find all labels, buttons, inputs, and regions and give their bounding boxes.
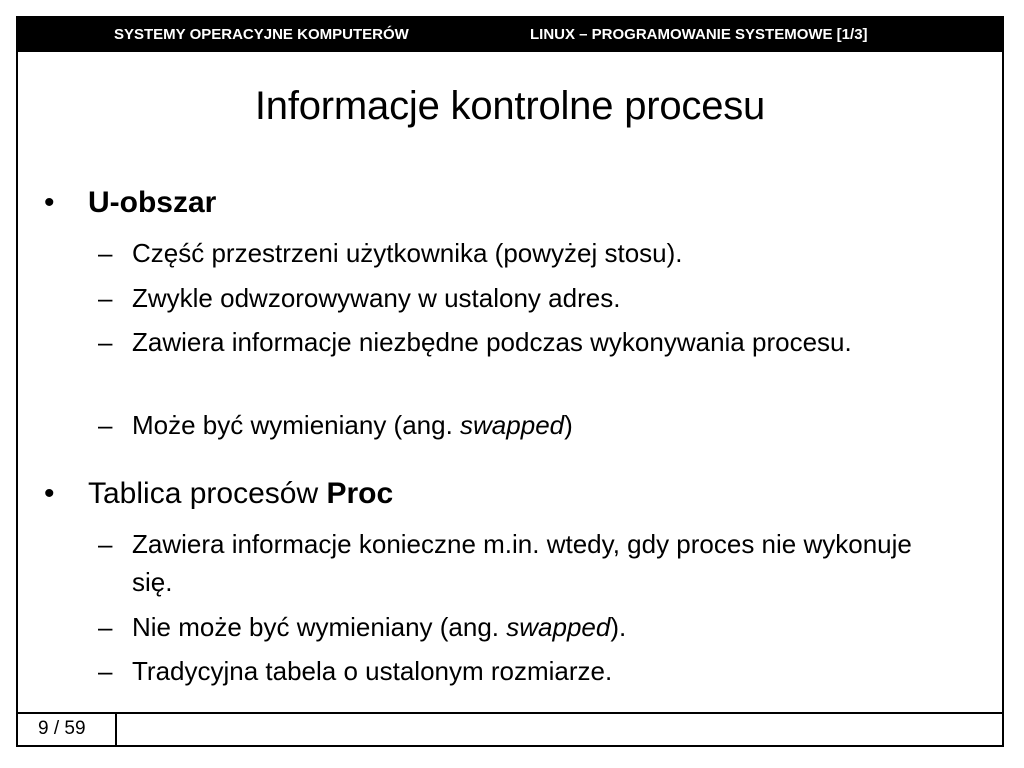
header-lecture-title: LINUX – PROGRAMOWANIE SYSTEMOWE [1/3] bbox=[530, 26, 868, 43]
list-item bbox=[98, 652, 912, 690]
page-number: 9 / 59 bbox=[38, 718, 86, 739]
list-item-text bbox=[132, 608, 912, 646]
list-item-text: Tradycyjna tabela o ustalonym rozmiarze. bbox=[132, 656, 613, 686]
dash-marker: – bbox=[98, 283, 113, 313]
dash-marker: – bbox=[98, 612, 113, 642]
slide-frame bbox=[16, 16, 1004, 747]
footer-bar bbox=[18, 712, 1002, 745]
bullet-u-obszar bbox=[44, 186, 216, 220]
footer-divider bbox=[115, 714, 117, 745]
bullet-label-bold: U-obszar bbox=[88, 186, 217, 219]
text-before: Może być wymieniany (ang. bbox=[132, 410, 461, 440]
bullet-tablica-procesow bbox=[44, 477, 393, 511]
text-italic: swapped bbox=[460, 410, 565, 440]
list-item-text: Część przestrzeni użytkownika (powyżej stosu). bbox=[132, 238, 683, 268]
list-item bbox=[98, 525, 912, 601]
header-bar bbox=[18, 18, 1002, 52]
list-item-text: Zawiera informacje konieczne m.in. wtedy, gdy proces nie wykonuje się. bbox=[132, 529, 912, 597]
list-item-text: Zawiera informacje niezbędne podczas wykonywania procesu. bbox=[132, 327, 852, 357]
text-italic: swapped bbox=[506, 612, 611, 642]
bullet-label-bold: Proc bbox=[326, 477, 394, 510]
list-item-text: Zwykle odwzorowywany w ustalony adres. bbox=[132, 283, 621, 313]
slide-title: Informacje kontrolne procesu bbox=[254, 84, 766, 128]
header-course-title: SYSTEMY OPERACYJNE KOMPUTERÓW bbox=[114, 26, 409, 43]
list-item bbox=[98, 279, 912, 317]
dash-marker: – bbox=[98, 529, 113, 559]
dash-marker: – bbox=[98, 410, 113, 440]
text-after: ). bbox=[610, 612, 627, 642]
text-before: Nie może być wymieniany (ang. bbox=[132, 612, 507, 642]
list-item bbox=[98, 608, 912, 646]
list-item bbox=[98, 323, 912, 361]
list-item bbox=[98, 234, 912, 272]
dash-marker: – bbox=[98, 238, 113, 268]
bullet-marker: • bbox=[44, 477, 55, 510]
dash-marker: – bbox=[98, 327, 113, 357]
list-item bbox=[98, 406, 912, 444]
text-after: ) bbox=[564, 410, 573, 440]
list-item-text bbox=[132, 406, 912, 444]
bullet-marker: • bbox=[44, 186, 55, 219]
bullet-label-plain: Tablica procesów bbox=[88, 477, 327, 510]
dash-marker: – bbox=[98, 656, 113, 686]
